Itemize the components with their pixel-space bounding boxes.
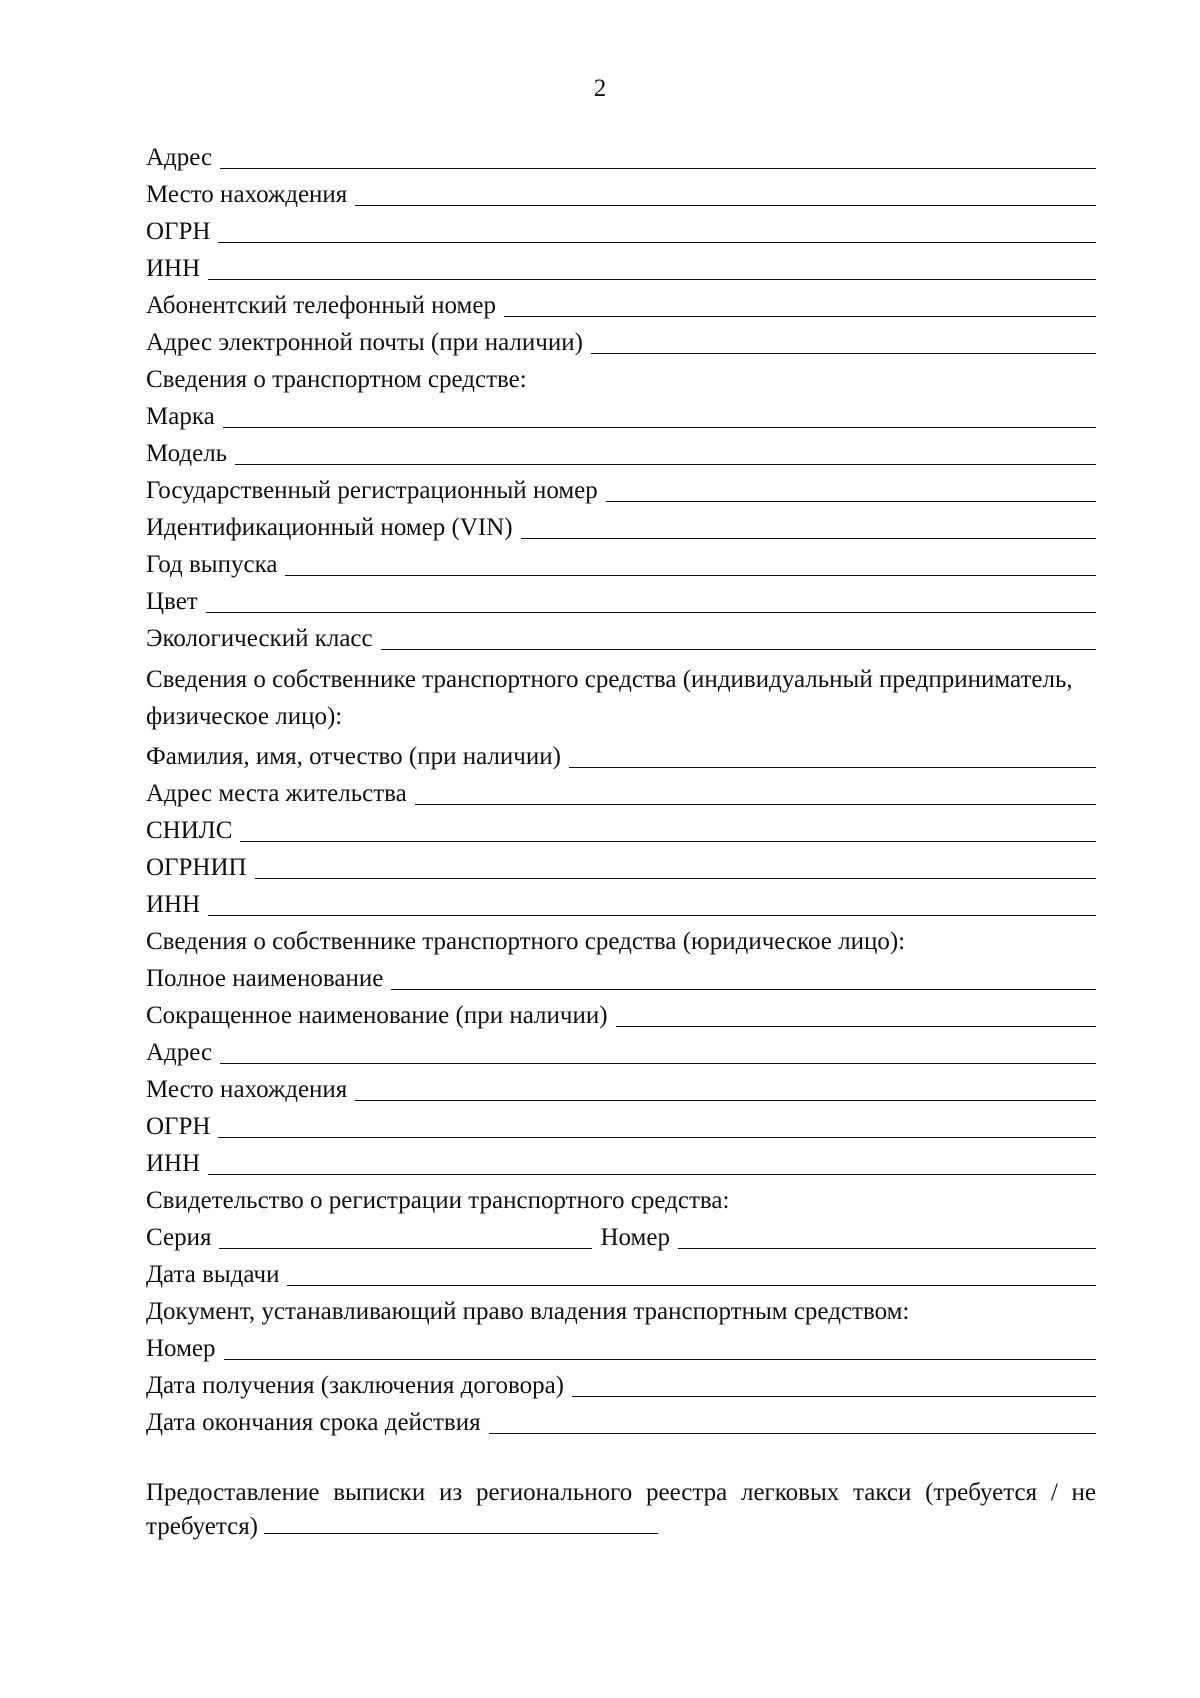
fill-line[interactable]	[287, 1261, 1096, 1286]
fill-line[interactable]	[218, 218, 1096, 243]
field-brand	[146, 395, 1096, 432]
field-label: Адрес электронной почты (при наличии)	[146, 329, 583, 356]
fill-line[interactable]	[224, 1335, 1097, 1360]
fill-line[interactable]	[264, 1511, 658, 1534]
field-reg-number	[146, 469, 1096, 506]
fill-line[interactable]	[235, 440, 1096, 465]
fill-line[interactable]	[591, 329, 1096, 354]
field-label: Номер	[146, 1335, 216, 1362]
field-full-title	[146, 957, 1096, 994]
field-label: Государственный регистрационный номер	[146, 477, 598, 504]
fill-line[interactable]	[208, 1150, 1096, 1175]
field-label: Номер	[600, 1224, 670, 1251]
field-phone	[146, 284, 1096, 321]
fill-line[interactable]	[678, 1224, 1096, 1249]
section-heading-certificate	[146, 1179, 1096, 1216]
fill-line[interactable]	[285, 551, 1096, 576]
field-label: Цвет	[146, 588, 198, 615]
field-label: СНИЛС	[146, 817, 233, 844]
field-label: Марка	[146, 403, 215, 430]
spacer	[146, 1438, 1096, 1476]
field-label: ИНН	[146, 891, 201, 918]
fill-line[interactable]	[219, 1224, 592, 1249]
fill-line[interactable]	[569, 743, 1096, 768]
field-legal-inn	[146, 1142, 1096, 1179]
section-heading: Сведения о собственнике транспортного средства (индивидуальный предприниматель, физическое лицо):	[146, 666, 1073, 730]
field-email	[146, 321, 1096, 358]
field-label: Год выпуска	[146, 551, 278, 578]
fill-line[interactable]	[208, 891, 1096, 916]
field-ogrn	[146, 210, 1096, 247]
extract-request-text: Предоставление выписки из регионального реестра легковых такси (требуется / не требуется)	[146, 1479, 1096, 1540]
field-label: Адрес	[146, 144, 213, 171]
fill-line[interactable]	[415, 780, 1096, 805]
field-legal-address	[146, 1031, 1096, 1068]
fill-line[interactable]	[504, 292, 1096, 317]
field-label: Адрес места жительства	[146, 780, 407, 807]
field-short-title	[146, 994, 1096, 1031]
field-inn-person	[146, 883, 1096, 920]
field-doc-number	[146, 1327, 1096, 1364]
field-vin	[146, 506, 1096, 543]
field-eco-class	[146, 617, 1096, 654]
field-year	[146, 543, 1096, 580]
field-label: Адрес	[146, 1039, 213, 1066]
field-label: Фамилия, имя, отчество (при наличии)	[146, 743, 561, 770]
field-inn	[146, 247, 1096, 284]
field-label: Идентификационный номер (VIN)	[146, 514, 513, 541]
fill-line[interactable]	[208, 255, 1096, 280]
field-label: ОГРНИП	[146, 854, 247, 881]
field-label: ОГРН	[146, 218, 211, 245]
field-legal-location	[146, 1068, 1096, 1105]
field-label: Дата получения (заключения договора)	[146, 1372, 565, 1399]
field-label: Экологический класс	[146, 625, 373, 652]
extract-request	[146, 1476, 1096, 1544]
field-label: Серия	[146, 1224, 212, 1251]
fill-line[interactable]	[489, 1409, 1096, 1434]
fill-line[interactable]	[255, 854, 1096, 879]
field-label: Модель	[146, 440, 228, 467]
field-ogrnip	[146, 846, 1096, 883]
field-label: Место нахождения	[146, 181, 348, 208]
field-label: ИНН	[146, 1150, 201, 1177]
section-heading: Свидетельство о регистрации транспортного средства:	[146, 1187, 730, 1214]
field-label: Дата выдачи	[146, 1261, 280, 1288]
field-full-name	[146, 735, 1096, 772]
section-heading-vehicle	[146, 358, 1096, 395]
field-doc-expiry	[146, 1401, 1096, 1438]
fill-line[interactable]	[355, 181, 1096, 206]
application-form	[146, 136, 1096, 1544]
section-heading-ownership-doc	[146, 1290, 1096, 1327]
field-label: Дата окончания срока действия	[146, 1409, 481, 1436]
field-model	[146, 432, 1096, 469]
field-snils	[146, 809, 1096, 846]
section-heading: Документ, устанавливающий право владения транспортным средством:	[146, 1298, 910, 1325]
page-number: 2	[593, 75, 607, 102]
fill-line[interactable]	[391, 965, 1096, 990]
section-heading: Сведения о собственнике транспортного средства (юридическое лицо):	[146, 928, 906, 955]
fill-line[interactable]	[355, 1076, 1096, 1101]
section-heading-owner-person	[146, 654, 1096, 735]
field-label: Полное наименование	[146, 965, 384, 992]
fill-line[interactable]	[218, 1113, 1096, 1138]
field-address	[146, 136, 1096, 173]
fill-line[interactable]	[606, 477, 1096, 502]
fill-line[interactable]	[572, 1372, 1096, 1397]
fill-line[interactable]	[521, 514, 1096, 539]
fill-line[interactable]	[223, 403, 1096, 428]
field-location	[146, 173, 1096, 210]
field-legal-ogrn	[146, 1105, 1096, 1142]
field-label: Абонентский телефонный номер	[146, 292, 496, 319]
field-label: Место нахождения	[146, 1076, 348, 1103]
field-doc-date	[146, 1364, 1096, 1401]
field-label: ОГРН	[146, 1113, 211, 1140]
fill-line[interactable]	[220, 144, 1096, 169]
field-color	[146, 580, 1096, 617]
field-series-number	[146, 1216, 1096, 1253]
section-heading: Сведения о транспортном средстве:	[146, 366, 527, 393]
fill-line[interactable]	[381, 625, 1096, 650]
fill-line[interactable]	[206, 588, 1096, 613]
field-issue-date	[146, 1253, 1096, 1290]
section-heading-owner-legal	[146, 920, 1096, 957]
fill-line[interactable]	[240, 817, 1096, 842]
fill-line[interactable]	[220, 1039, 1096, 1064]
field-label: Сокращенное наименование (при наличии)	[146, 1002, 608, 1029]
fill-line[interactable]	[616, 1002, 1096, 1027]
field-residence	[146, 772, 1096, 809]
field-label: ИНН	[146, 255, 201, 282]
